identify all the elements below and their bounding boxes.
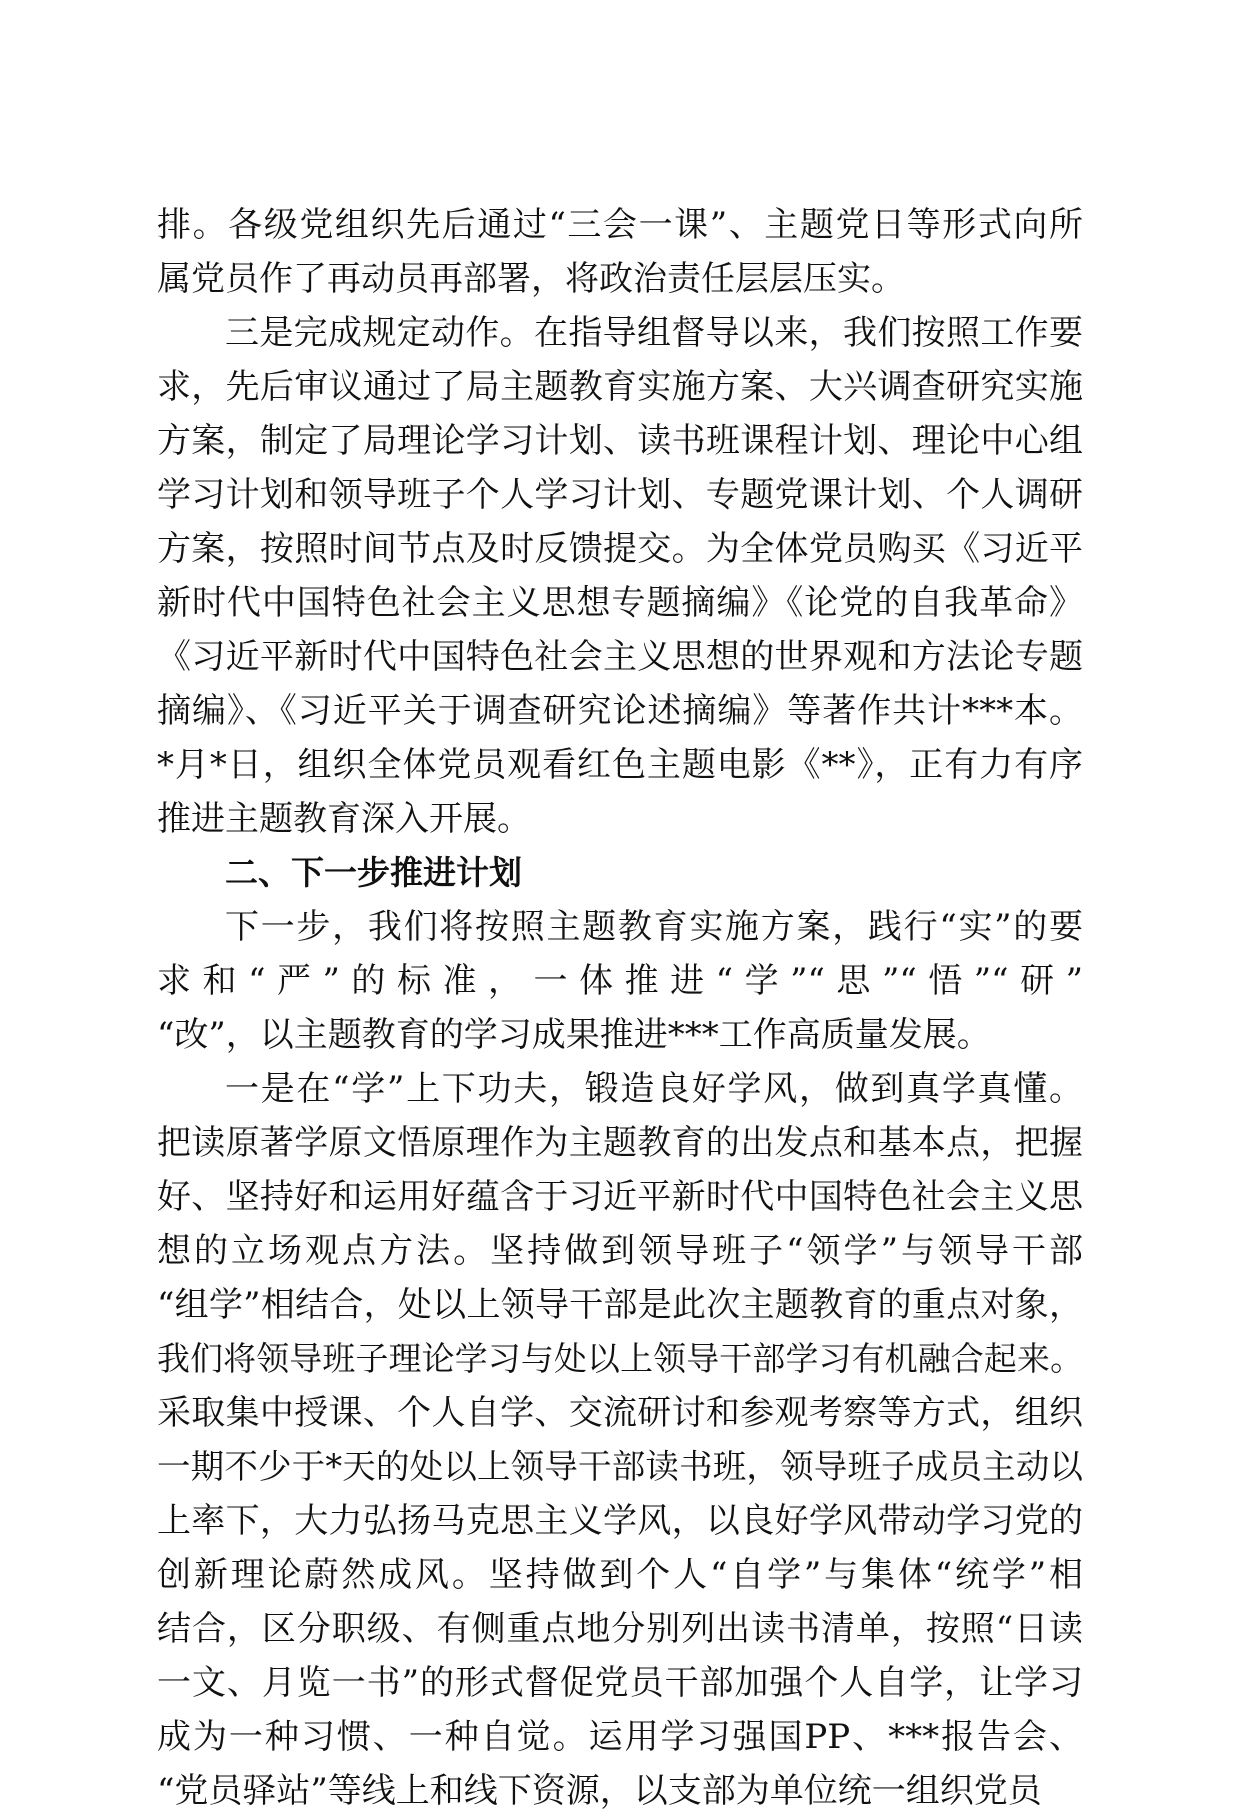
text-line: 新时代中国特色社会主义思想专题摘编》《论党的自我革命》 bbox=[157, 583, 1083, 623]
document-body bbox=[157, 198, 1083, 1818]
text-line: “党员驿站”等线上和线下资源，以支部为单位统一组织党员 bbox=[157, 1771, 1042, 1811]
text-line: 想的立场观点方法。坚持做到领导班子“领学”与领导干部 bbox=[157, 1231, 1083, 1271]
body-paragraph bbox=[157, 306, 1083, 846]
text-line: 求和“严”的标准，一体推进“学”“思”“悟”“研” bbox=[157, 961, 1083, 1001]
body-paragraph bbox=[157, 198, 1083, 306]
text-line: 一文、月览一书”的形式督促党员干部加强个人自学，让学习 bbox=[157, 1663, 1083, 1703]
text-line: 上率下，大力弘扬马克思主义学风，以良好学风带动学习党的 bbox=[157, 1501, 1083, 1541]
text-line: *月*日，组织全体党员观看红色主题电影《**》，正有力有序 bbox=[157, 745, 1083, 785]
body-paragraph bbox=[157, 1062, 1083, 1818]
text-line: 《习近平新时代中国特色社会主义思想的世界观和方法论专题 bbox=[157, 637, 1083, 677]
section-heading bbox=[157, 846, 1083, 900]
text-line: 一期不少于*天的处以上领导干部读书班，领导班子成员主动以 bbox=[157, 1447, 1083, 1486]
text-line: 方案，按照时间节点及时反馈提交。为全体党员购买《习近平 bbox=[157, 529, 1083, 569]
text-line: “组学”相结合，处以上领导干部是此次主题教育的重点对象， bbox=[157, 1285, 1083, 1325]
text-line: 方案，制定了局理论学习计划、读书班课程计划、理论中心组 bbox=[157, 421, 1083, 461]
text-line: 成为一种习惯、一种自觉。运用学习强国PP、***报告会、 bbox=[157, 1717, 1083, 1757]
text-line: 创新理论蔚然成风。坚持做到个人“自学”与集体“统学”相 bbox=[157, 1555, 1083, 1595]
text-line: 下一步，我们将按照主题教育实施方案，践行“实”的要 bbox=[225, 907, 1083, 947]
text-line: 学习计划和领导班子个人学习计划、专题党课计划、个人调研 bbox=[157, 475, 1083, 515]
body-paragraph bbox=[157, 900, 1083, 1062]
text-line: 采取集中授课、个人自学、交流研讨和参观考察等方式，组织 bbox=[157, 1393, 1083, 1433]
text-line: 把读原著学原文悟原理作为主题教育的出发点和基本点，把握 bbox=[157, 1123, 1083, 1163]
text-line: 一是在“学”上下功夫，锻造良好学风，做到真学真懂。 bbox=[225, 1069, 1083, 1109]
text-line: 推进主题教育深入开展。 bbox=[157, 799, 531, 839]
text-line: 摘编》、《习近平关于调查研究论述摘编》等著作共计***本。 bbox=[157, 691, 1083, 731]
text-line: 属党员作了再动员再部署，将政治责任层层压实。 bbox=[157, 259, 905, 299]
text-line: 好、坚持好和运用好蕴含于习近平新时代中国特色社会主义思 bbox=[157, 1177, 1083, 1217]
text-line: 求，先后审议通过了局主题教育实施方案、大兴调查研究实施 bbox=[157, 367, 1083, 407]
text-line: 我们将领导班子理论学习与处以上领导干部学习有机融合起来。 bbox=[157, 1339, 1083, 1378]
text-line: 排。各级党组织先后通过“三会一课”、主题党日等形式向所 bbox=[157, 205, 1083, 245]
text-line: 三是完成规定动作。在指导组督导以来，我们按照工作要 bbox=[225, 313, 1083, 353]
text-line: “改”，以主题教育的学习成果推进***工作高质量发展。 bbox=[157, 1015, 991, 1055]
heading-text: 二、下一步推进计划 bbox=[225, 853, 522, 892]
text-line: 结合，区分职级、有侧重点地分别列出读书清单，按照“日读 bbox=[157, 1609, 1083, 1649]
